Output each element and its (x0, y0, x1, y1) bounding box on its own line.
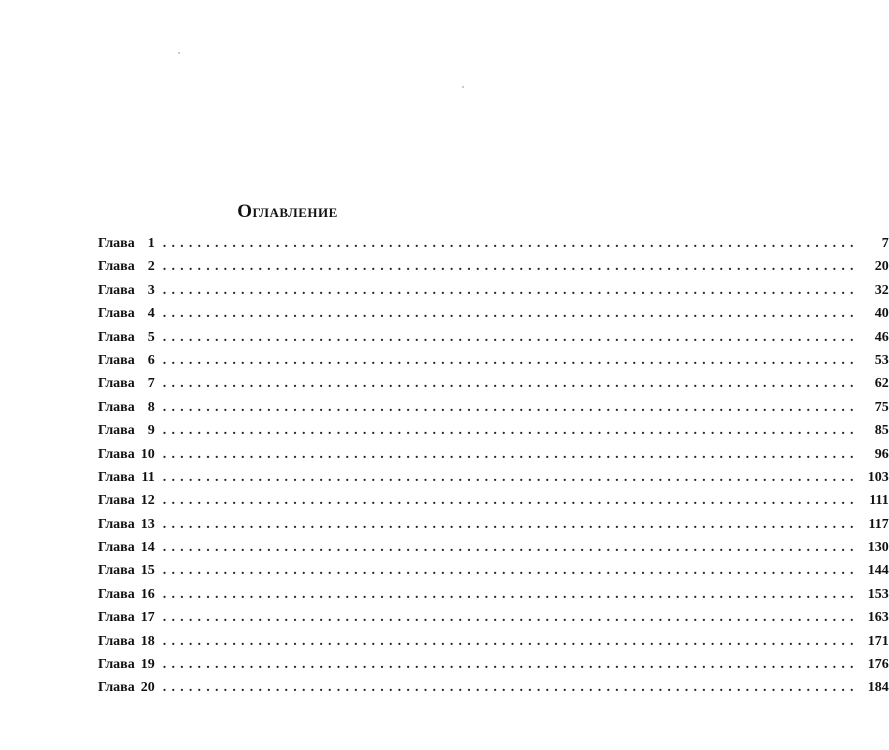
toc-entry-page: 176 (867, 657, 889, 673)
toc-entry (98, 306, 889, 329)
toc-dot-leader: ................................................................................ (162, 306, 859, 322)
toc-list (98, 236, 889, 704)
toc-entry (98, 610, 889, 633)
toc-entry-label: Глава (98, 563, 135, 579)
toc-entry-page: 117 (868, 516, 889, 532)
toc-entry-number: 6 (147, 352, 155, 368)
toc-dot-leader: ................................................................................ (162, 399, 859, 415)
toc-dot-leader: ................................................................................ (162, 236, 859, 251)
toc-entry (98, 446, 889, 470)
toc-entry (98, 586, 889, 610)
toc-dot-leader: ................................................................................ (162, 540, 859, 556)
toc-entry-page: 32 (874, 282, 889, 298)
toc-entry (98, 633, 889, 657)
toc-dot-leader: ................................................................................ (162, 469, 859, 485)
toc-entry-label: Глава (98, 236, 135, 251)
toc-entry (98, 493, 889, 516)
toc-entry-page: 163 (867, 610, 889, 626)
toc-entry-label: Глава (98, 633, 135, 649)
toc-entry-label: Глава (98, 469, 135, 485)
toc-dot-leader: ................................................................................ (162, 423, 859, 439)
toc-entry (98, 352, 889, 376)
toc-dot-leader: ................................................................................ (162, 610, 859, 626)
toc-entry-page: 103 (867, 469, 889, 485)
toc-entry (98, 329, 889, 353)
toc-dot-leader: ................................................................................ (162, 329, 859, 345)
toc-entry-label: Глава (98, 306, 135, 322)
toc-dot-leader: ................................................................................ (162, 680, 859, 696)
toc-entry-page: 7 (881, 236, 889, 251)
toc-entry-label: Глава (98, 657, 135, 673)
toc-entry (98, 282, 889, 306)
toc-dot-leader: ................................................................................ (162, 282, 859, 298)
toc-entry-number: 10 (140, 446, 155, 462)
toc-entry-label: Глава (98, 399, 135, 415)
toc-entry (98, 657, 889, 680)
toc-entry-label: Глава (98, 540, 135, 556)
toc-entry-number: 18 (140, 633, 155, 649)
toc-entry-label: Глава (98, 493, 135, 509)
toc-entry-number: 3 (147, 282, 155, 298)
toc-dot-leader: ................................................................................ (162, 563, 859, 579)
toc-entry-number: 8 (147, 399, 155, 415)
paper-speck (462, 86, 464, 88)
toc-entry-label: Глава (98, 586, 135, 602)
toc-entry (98, 399, 889, 423)
toc-entry-page: 62 (874, 376, 889, 392)
toc-entry-page: 75 (874, 399, 889, 415)
toc-dot-leader: ................................................................................ (162, 352, 859, 368)
toc-dot-leader: ................................................................................ (162, 633, 859, 649)
toc-entry-number: 15 (140, 563, 155, 579)
toc-entry-page: 111 (869, 493, 889, 509)
toc-entry (98, 540, 889, 563)
toc-entry-number: 11 (141, 469, 155, 485)
toc-entry-page: 85 (874, 423, 889, 439)
toc-entry-label: Глава (98, 352, 135, 368)
toc-title: Оглавление (237, 201, 338, 222)
toc-dot-leader: ................................................................................ (162, 259, 859, 275)
toc-entry (98, 376, 889, 399)
toc-entry-page: 171 (867, 633, 889, 649)
toc-entry-label: Глава (98, 282, 135, 298)
toc-entry-number: 20 (140, 680, 155, 696)
toc-entry-label: Глава (98, 376, 135, 392)
toc-entry-page: 153 (867, 586, 889, 602)
toc-entry (98, 469, 889, 493)
toc-entry-number: 5 (147, 329, 155, 345)
toc-entry-label: Глава (98, 329, 135, 345)
toc-entry-number: 17 (140, 610, 155, 626)
toc-dot-leader: ................................................................................ (162, 376, 859, 392)
toc-entry-label: Глава (98, 680, 135, 696)
toc-entry-page: 184 (867, 680, 889, 696)
toc-entry-number: 9 (147, 423, 155, 439)
toc-entry-number: 2 (147, 259, 155, 275)
toc-entry (98, 259, 889, 282)
toc-entry-number: 19 (140, 657, 155, 673)
toc-dot-leader: ................................................................................ (162, 446, 859, 462)
toc-entry-label: Глава (98, 259, 135, 275)
toc-entry-page: 130 (867, 540, 889, 556)
toc-entry-label: Глава (98, 610, 135, 626)
toc-entry-page: 144 (867, 563, 889, 579)
paper-speck (178, 52, 180, 54)
toc-entry-page: 96 (874, 446, 889, 462)
toc-dot-leader: ................................................................................ (162, 586, 859, 602)
toc-entry-label: Глава (98, 446, 135, 462)
toc-entry (98, 563, 889, 586)
toc-entry-number: 12 (140, 493, 155, 509)
toc-entry-number: 13 (140, 516, 155, 532)
toc-entry-label: Глава (98, 516, 135, 532)
toc-entry-number: 7 (147, 376, 155, 392)
toc-entry-number: 1 (147, 236, 155, 251)
toc-entry-page: 53 (874, 352, 889, 368)
toc-entry (98, 236, 889, 259)
toc-dot-leader: ................................................................................ (162, 516, 859, 532)
toc-dot-leader: ................................................................................ (162, 493, 859, 509)
toc-entry (98, 516, 889, 540)
toc-entry-number: 4 (147, 306, 155, 322)
toc-entry-label: Глава (98, 423, 135, 439)
toc-entry (98, 680, 889, 703)
toc-entry-page: 20 (874, 259, 889, 275)
toc-entry-number: 14 (140, 540, 155, 556)
toc-dot-leader: ................................................................................ (162, 657, 859, 673)
toc-entry-page: 40 (874, 306, 889, 322)
toc-entry-number: 16 (140, 586, 155, 602)
toc-entry-page: 46 (874, 329, 889, 345)
toc-entry (98, 423, 889, 446)
